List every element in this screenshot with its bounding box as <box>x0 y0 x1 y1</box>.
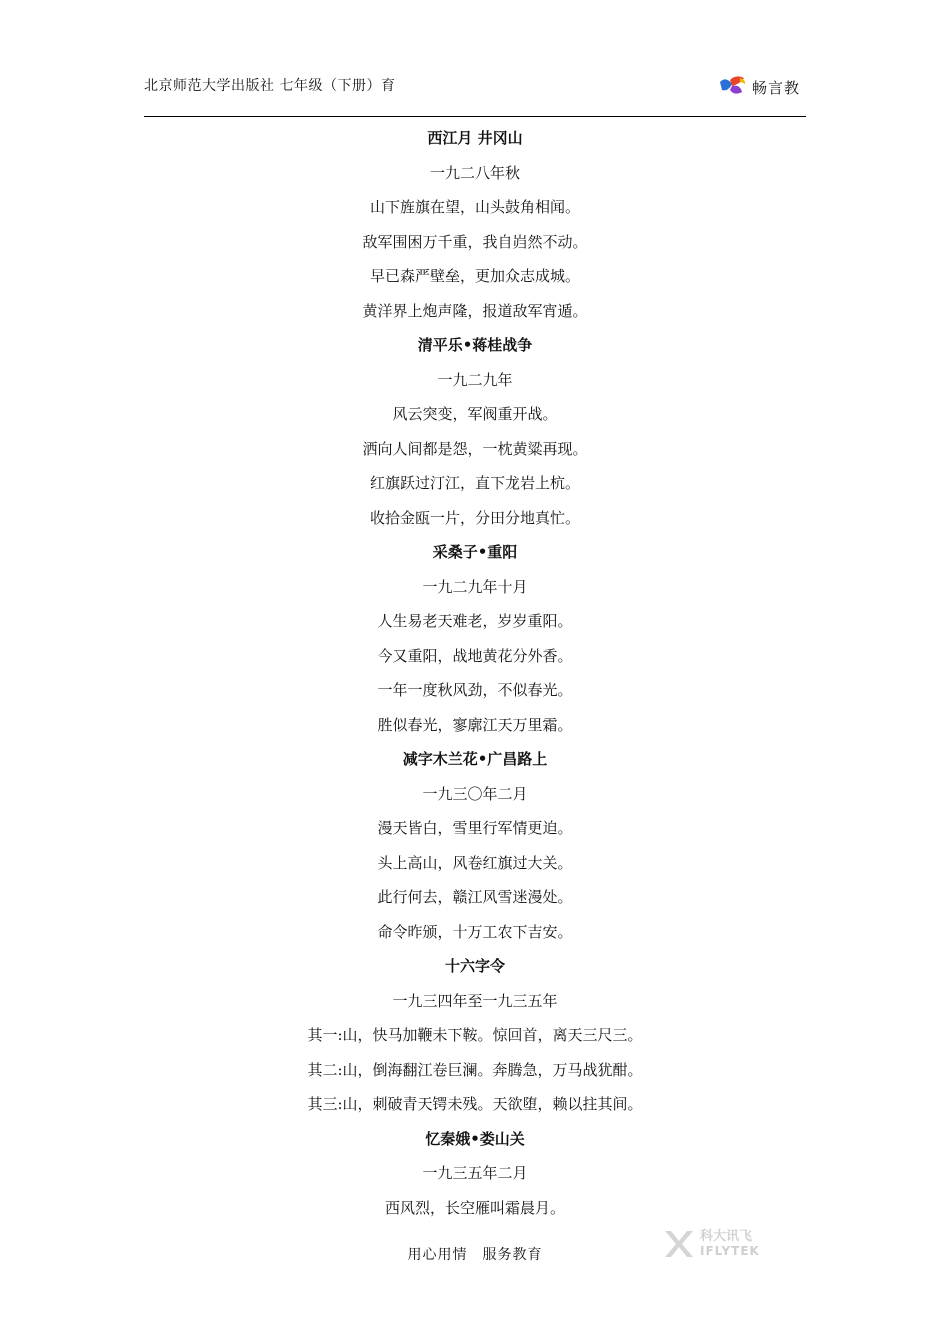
poem-date: 一九三五年二月 <box>422 1164 528 1182</box>
poem-line: 洒向人间都是怨，一枕黄粱再现。 <box>362 439 588 458</box>
brand-name: 畅言教 <box>751 78 800 97</box>
poem-line: 此行何去，赣江风雪迷漫处。 <box>377 888 573 906</box>
poem-title: 忆秦娥•娄山关 <box>425 1129 525 1148</box>
poem-line: 胜似春光，寥廓江天万里霜。 <box>377 715 573 734</box>
poem-line: 敌军围困万千重，我自岿然不动。 <box>362 232 588 251</box>
poem-line: 早已森严壁垒，更加众志成城。 <box>369 267 580 285</box>
poem-date: 一九二九年 <box>437 370 513 389</box>
poem-line: 今又重阳，战地黄花分外香。 <box>377 646 573 665</box>
poem-line: 头上高山，风卷红旗过大关。 <box>377 853 573 872</box>
poem-line: 其二:山，倒海翻江卷巨澜。奔腾急，万马战犹酣。 <box>307 1060 643 1079</box>
iflytek-logo <box>662 1228 760 1260</box>
poem-line: 一年一度秋风劲，不似春光。 <box>377 681 573 699</box>
publisher-line: 北京师范大学出版社 七年级（下册）育 <box>144 78 396 94</box>
poem-date: 一九三四年至一九三五年 <box>392 991 558 1010</box>
poem-title: 减字木兰花•广昌路上 <box>402 750 548 768</box>
poem-title: 十六字令 <box>444 957 505 975</box>
poem-line: 收拾金瓯一片，分田分地真忙。 <box>369 508 580 527</box>
poem-date: 一九三〇年二月 <box>422 784 528 803</box>
poem-date: 一九二九年十月 <box>422 577 528 596</box>
bird-logo-icon <box>718 74 748 100</box>
brand-logo <box>718 74 800 100</box>
poem-line: 漫天皆白，雪里行军情更迫。 <box>377 819 573 837</box>
poem-line: 山下旌旗在望，山头鼓角相闻。 <box>369 198 580 216</box>
poem-collection <box>144 121 806 1225</box>
poem-line: 命令昨颁，十万工农下吉安。 <box>377 922 573 941</box>
poem-line: 红旗跃过汀江，直下龙岩上杭。 <box>369 474 580 492</box>
footer-slogan: 用心用情 服务教育 <box>407 1247 543 1263</box>
poem-date: 一九二八年秋 <box>429 163 520 182</box>
poem-line: 风云突变，军阀重开战。 <box>392 405 558 423</box>
poem-title: 采桑子•重阳 <box>432 543 518 561</box>
poem-line: 其一:山，快马加鞭未下鞍。惊回首，离天三尺三。 <box>307 1026 643 1044</box>
poem-line: 人生易老天难老，岁岁重阳。 <box>377 612 573 630</box>
poem-title: 清平乐•蒋桂战争 <box>417 336 533 354</box>
poem-line: 黄洋界上炮声隆，报道敌军宵遁。 <box>362 301 588 320</box>
page-header <box>144 74 806 117</box>
logo-cn-text: 科大讯飞 <box>700 1229 753 1244</box>
poem-line: 西风烈，长空雁叫霜晨月。 <box>384 1198 565 1217</box>
logo-en-text: IFLYTEK <box>700 1244 760 1258</box>
iflytek-x-icon <box>662 1228 696 1260</box>
poem-line: 其三:山，刺破青天锷未残。天欲堕，赖以拄其间。 <box>307 1095 643 1113</box>
poem-title: 西江月 井冈山 <box>427 129 523 147</box>
